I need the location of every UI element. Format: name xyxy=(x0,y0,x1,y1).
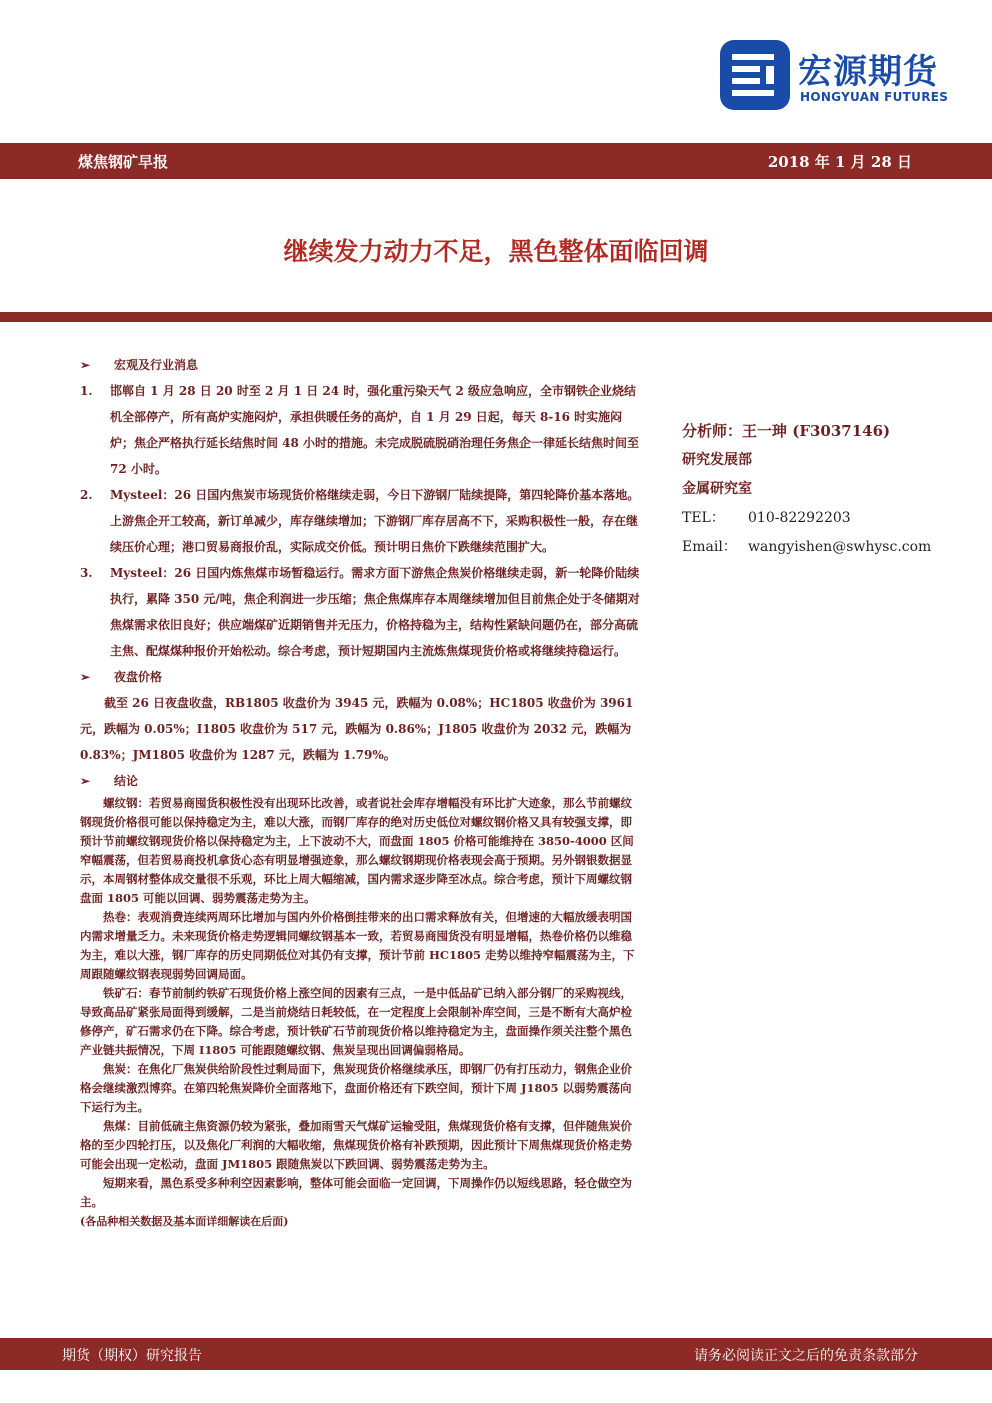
section-heading-night: ➢ 夜盘价格 xyxy=(80,664,640,690)
email-link[interactable]: wangyishen@swhysc.com xyxy=(748,539,932,555)
main-content xyxy=(80,352,640,1232)
header-bar xyxy=(0,143,992,179)
company-logo xyxy=(720,40,970,120)
section-heading-macro: ➢ 宏观及行业消息 xyxy=(80,352,640,378)
list-item: 2. Mysteel：26 日国内焦炭市场现货价格继续走弱，今日下游钢厂陆续提降，第四轮降价基本落地。上游焦企开工较高，新订单减少，库存继续增加；下游钢厂库存居高不下，采购积极性一般，存在继续压价心理；港口贸易商报价乱，实际成交价低。预计明日焦价下跌继续范围扩大。 xyxy=(80,488,640,554)
list-item-text: 邯郸自 1 月 28 日 20 时至 2 月 1 日 24 时，强化重污染天气 2 级应急响应，全市钢铁企业烧结机全部停产，所有高炉实施闷炉，承担供暖任务的高炉，自 1 月 29 日起，每天 8-16 时实施闷炉；焦企严格执行延长结焦时间 48 小时的措施。未完成脱硫脱硝治理任务焦企一律延长结焦时间至 72 小时。 xyxy=(110,384,640,476)
hongyuan-logo-icon xyxy=(720,40,790,110)
conclusion-paragraph: 短期来看，黑色系受多种利空因素影响，整体可能会面临一定回调，下周操作仍以短线思路，轻仓做空为主。 xyxy=(80,1176,632,1209)
report-date: 2018 年 1 月 28 日 xyxy=(767,153,912,171)
arrow-bullet-icon: ➢ xyxy=(80,670,91,684)
footer-bar xyxy=(0,1338,992,1370)
title-divider xyxy=(0,312,992,322)
list-item-text: Mysteel：26 日国内焦炭市场现货价格继续走弱，今日下游钢厂陆续提降，第四轮降价基本落地。上游焦企开工较高，新订单减少，库存继续增加；下游钢厂库存居高不下，采购积极性一般，存在继续压价心理；港口贸易商报价乱，实际成交价低。预计明日焦价下跌继续范围扩大。 xyxy=(110,488,640,554)
analyst-email: Email： wangyishen@swhysc.com xyxy=(682,533,942,562)
list-item: 3. Mysteel：26 日国内炼焦煤市场暂稳运行。需求方面下游焦企焦炭价格继续走弱，新一轮降价陆续执行，累降 350 元/吨，焦企利润进一步压缩；焦企焦煤库存本周继续增加但目前焦企处于冬储期对焦煤需求依旧良好；供应端煤矿近期销售并无压力，价格持稳为主，结构性紧缺问题仍在，部分高硫主焦、配煤煤种报价开始松动。综合考虑，预计短期国内主流炼焦煤现货价格或将继续持稳运行。 xyxy=(80,566,640,658)
arrow-bullet-icon: ➢ xyxy=(80,774,91,788)
arrow-bullet-icon: ➢ xyxy=(80,358,91,372)
conclusion-paragraph: 铁矿石：春节前制约铁矿石现货价格上涨空间的因素有三点，一是中低品矿已纳入部分钢厂的采购视线，导致高品矿紧张局面得到缓解，二是当前烧结日耗较低，在一定程度上会限制补库空间，三是不断有大高炉检修停产，矿石需求仍在下降。综合考虑，预计铁矿石节前现货价格以维持稳定为主，盘面操作须关注整个黑色产业链共振情况，下周 I1805 可能跟随螺纹钢、焦炭呈现出回调偏弱格局。 xyxy=(80,986,632,1057)
analyst-dept: 研究发展部 xyxy=(682,452,752,468)
list-item: 1. 邯郸自 1 月 28 日 20 时至 2 月 1 日 24 时，强化重污染天气 2 级应急响应，全市钢铁企业烧结机全部停产，所有高炉实施闷炉，承担供暖任务的高炉，自 1 月 29 日起，每天 8-16 时实施闷炉；焦企严格执行延长结焦时间 48 小时的措施。未完成脱硫脱硝治理任务焦企一律延长结焦时间至 72 小时。 xyxy=(80,384,640,476)
footer-right: 请务必阅读正文之后的免责条款部分 xyxy=(694,1348,918,1364)
conclusion-paragraph: 螺纹钢：若贸易商囤货积极性没有出现环比改善，或者说社会库存增幅没有环比扩大迹象，那么节前螺纹钢现货价格很可能以保持稳定为主，难以大涨，而钢厂库存的绝对历史低位对螺纹钢价格又具有较强支撑，即预计节前螺纹钢现货价格以保持稳定为主，上下波动不大，而盘面 1805 价格可能维持在 3850-4000 区间窄幅震荡，但若贸易商投机拿货心态有明显增强迹象，那么螺纹钢期现价格表现会高于预期。另外钢银数据显示，本周钢材整体成交量很不乐观，环比上周大幅缩减，国内需求逐步降至冰点。综合考虑，预计下周螺纹钢盘面 1805 可能以回调、弱势震荡走势为主。 xyxy=(80,796,634,905)
analyst-info xyxy=(682,416,942,562)
conclusion-paragraph: 热卷：表观消费连续两周环比增加与国内外价格倒挂带来的出口需求释放有关，但增速的大幅放缓表明国内需求增量乏力。未来现货价格走势逻辑同螺纹钢基本一致，若贸易商囤货没有明显增幅，热卷价格仍以维稳为主，难以大涨，钢厂库存的历史同期低位对其仍有支撑，预计节前 HC1805 走势以维持窄幅震荡为主，下周跟随螺纹钢表现弱势回调局面。 xyxy=(80,910,635,981)
conclusion-paragraph: 焦炭：在焦化厂焦炭供给阶段性过剩局面下，焦炭现货价格继续承压，即钢厂仍有打压动力，钢焦企业价格会继续激烈博弈。在第四轮焦炭降价全面落地下，盘面价格还有下跌空间，预计下周 J1805 以弱势震荡向下运行为主。 xyxy=(80,1062,632,1114)
logo-name-en: HONGYUAN FUTURES xyxy=(800,90,949,104)
footer-left: 期货（期权）研究报告 xyxy=(62,1348,202,1364)
analyst-office: 金属研究室 xyxy=(682,481,752,497)
logo-name-cn: 宏源期货 xyxy=(798,52,938,92)
section-heading-conclusion: ➢ 结论 xyxy=(80,768,640,794)
conclusion-paragraph: 焦煤：目前低硫主焦资源仍较为紧张，叠加雨雪天气煤矿运输受阻，焦煤现货价格有支撑，但伴随焦炭价格的至少四轮打压，以及焦化厂利润的大幅收缩，焦煤现货价格有补跌预期，因此预计下周焦煤现货价格走势可能会出现一定松动，盘面 JM1805 跟随焦炭以下跌回调、弱势震荡走势为主。 xyxy=(80,1119,632,1171)
night-session-text: 截至 26 日夜盘收盘，RB1805 收盘价为 3945 元，跌幅为 0.08%；HC1805 收盘价为 3961 元，跌幅为 0.05%；I1805 收盘价为 517 元，跌幅为 0.86%；J1805 收盘价为 2032 元，跌幅为 0.83%；JM1805 收盘价为 1287 元，跌幅为 1.79%。 xyxy=(80,696,634,762)
analyst-tel: TEL： 010-82292203 xyxy=(682,510,851,526)
report-name: 煤焦钢矿早报 xyxy=(78,153,169,171)
footnote: (各品种相关数据及基本面详细解读在后面) xyxy=(80,1215,289,1228)
conclusion-body xyxy=(80,794,640,1212)
page-title: 继续发力动力不足，黑色整体面临回调 xyxy=(283,237,709,266)
analyst-name: 分析师：王一珅 (F3037146) xyxy=(682,422,891,440)
list-item-text: Mysteel：26 日国内炼焦煤市场暂稳运行。需求方面下游焦企焦炭价格继续走弱，新一轮降价陆续执行，累降 350 元/吨，焦企利润进一步压缩；焦企焦煤库存本周继续增加但目前焦企处于冬储期对焦煤需求依旧良好；供应端煤矿近期销售并无压力，价格持稳为主，结构性紧缺问题仍在，部分高硫主焦、配煤煤种报价开始松动。综合考虑，预计短期国内主流炼焦煤现货价格或将继续持稳运行。 xyxy=(110,566,640,658)
